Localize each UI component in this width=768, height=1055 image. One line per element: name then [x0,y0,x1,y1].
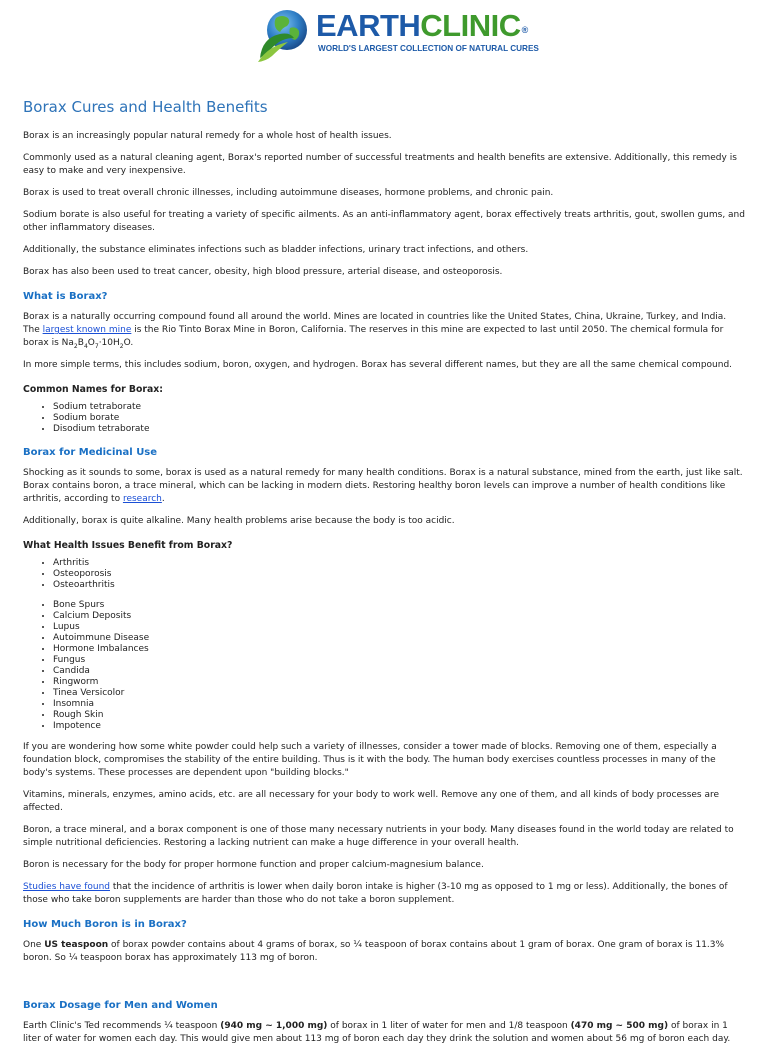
heading-common-names: Common Names for Borax: [23,384,163,395]
logo-wordmark [316,8,528,44]
largest-known-mine-link[interactable]: largest known mine [42,325,132,335]
dosage-text-c: of borax in 1 liter of water for men and 1/8 teaspoon [327,1021,571,1031]
body-paragraph-1: If you are wondering how some white powder could help such a variety of illnesses, consider a tower made of blocks. Removing one of them, especially a foundation block, compromises the stability of the entire building. Thus is it with the body. The human body exercises countless processes in many of the body's systems. These processes are dependent upon "building blocks." [23,742,717,778]
medicinal-text-end: . [161,494,165,504]
list-item: • Sodium tetraborate [53,402,745,413]
list-item: • Calcium Deposits [53,611,745,622]
registered-mark: ® [521,25,528,35]
formula-period: . [130,338,134,348]
list-item: • Fungus [53,655,745,666]
intro-paragraph-6: Borax has also been used to treat cancer, obesity, high blood pressure, arterial disease, and osteoporosis. [23,267,503,277]
page-title: Borax Cures and Health Benefits [23,98,268,116]
medicinal-paragraph-1 [23,467,745,506]
how-much-text-start: One [23,940,45,950]
logo-clinic-text: CLINIC [420,8,521,43]
dosage-paragraph [23,1020,745,1046]
formula-sub-2b: 2 [119,342,124,350]
list-item: • Ringworm [53,677,745,688]
us-teaspoon-bold: US teaspoon [44,940,109,950]
heading-how-much-boron: How Much Boron is in Borax? [23,919,187,930]
list-item: • Hormone Imbalances [53,644,745,655]
list-item: • Candida [53,666,745,677]
formula-sub-7: 7 [94,342,99,350]
intro-paragraph-1: Borax is an increasingly popular natural remedy for a whole host of health issues. [23,131,392,141]
list-item: • Osteoporosis [53,569,745,580]
studies-text: that the incidence of arthritis is lower when daily boron intake is higher (3-10 mg as opposed to 1 mg or less). Additionally, the bones of those who take boron supplements are harder than those who do not take a boron supplement. [23,882,728,905]
intro-paragraph-2: Commonly used as a natural cleaning agent, Borax's reported number of successful treatments and health benefits are extensive. Additionally, this remedy is easy to make and very inexpensive. [23,153,737,176]
how-much-paragraph [23,939,745,965]
heading-medicinal-use: Borax for Medicinal Use [23,447,158,458]
body-paragraph-4: Boron is necessary for the body for proper hormone function and proper calcium-magnesium balance. [23,860,484,870]
list-item: • Disodium tetraborate [53,424,745,435]
list-item: • Rough Skin [53,710,745,721]
what-is-text-start: Borax is a naturally occurring compound found all around the world. Mines are located in countries like the United States, China, Ukraine, Turkey, and India. The [23,312,727,335]
intro-paragraph-5: Additionally, the substance eliminates infections such as bladder infections, urinary tract infections, and others. [23,245,529,255]
list-item: • Arthritis [53,558,745,569]
article-content [23,97,745,1055]
dosage-women-mg: (470 mg ~ 500 mg) [570,1021,669,1031]
list-item: • Bone Spurs [53,600,745,611]
heading-health-issues: What Health Issues Benefit from Borax? [23,540,233,551]
studies-have-found-link[interactable]: Studies have found [23,882,110,892]
common-names-list [23,402,745,435]
globe-leaf-icon [254,6,318,64]
list-item: • Tinea Versicolor [53,688,745,699]
formula-na: Na [61,338,74,348]
formula-o2: O [123,338,131,348]
medicinal-text-start: Shocking as it sounds to some, borax is used as a natural remedy for many health conditions. Borax is a natural substance, mined from the earth, just like salt. Borax contains boron, a trace mineral, which can be lacking in modern diets. Restoring healthy boron levels can improve a number of health conditions like arthritis, according to [23,468,743,504]
medicinal-paragraph-2: Additionally, borax is quite alkaline. Many health problems arise because the body is too acidic. [23,516,455,526]
what-is-paragraph-1 [23,311,745,350]
logo-tagline: WORLD'S LARGEST COLLECTION OF NATURAL CURES [318,44,539,53]
body-paragraph-2: Vitamins, minerals, enzymes, amino acids, etc. are all necessary for your body to work well. Remove any one of them, and all kinds of body processes are affected. [23,790,720,813]
dosage-text-a: Earth Clinic's Ted recommends ¼ teaspoon [23,1021,221,1031]
borax-formula [62,338,134,348]
what-is-paragraph-2: In more simple terms, this includes sodium, boron, oxygen, and hydrogen. Borax has several different names, but they are all the same chemical compound. [23,360,733,370]
list-item: • Lupus [53,622,745,633]
what-is-text-end: is the Rio Tinto Borax Mine in Boron, California. The reserves in this mine are expected to last until 2050. The chemical formula for borax is [23,325,724,348]
formula-b: B [77,338,84,348]
dosage-men-mg: (940 mg ~ 1,000 mg) [220,1021,328,1031]
list-item: • Autoimmune Disease [53,633,745,644]
logo-earth-text: EARTH [316,8,421,43]
list-item: • Osteoarthritis [53,580,745,591]
site-header [0,0,768,76]
research-link[interactable]: research [122,494,162,504]
studies-paragraph [23,881,745,907]
list-item: • Sodium borate [53,413,745,424]
health-issues-list-2 [23,600,745,732]
intro-paragraph-3: Borax is used to treat overall chronic illnesses, including autoimmune diseases, hormone problems, and chronic pain. [23,188,554,198]
heading-dosage: Borax Dosage for Men and Women [23,1000,218,1011]
spacer [23,974,745,988]
how-much-text-end: of borax powder contains about 4 grams of borax, so ¼ teaspoon of borax contains about 1 gram of borax. One gram of borax is 11.3% boron. So ¼ teaspoon borax has approximately 113 mg of boron. [23,940,725,963]
list-item: • Impotence [53,721,745,732]
formula-sub-2: 2 [73,342,78,350]
formula-sub-4: 4 [83,342,88,350]
heading-what-is-borax: What is Borax? [23,291,108,302]
earthclinic-logo[interactable] [254,6,539,64]
formula-o: O [87,338,95,348]
health-issues-list-1 [23,558,745,591]
intro-paragraph-4: Sodium borate is also useful for treating a variety of specific ailments. As an anti-inflammatory agent, borax effectively treats arthritis, gout, swollen gums, and other inflammatory diseases. [23,210,745,233]
formula-10h: ·10H [98,338,120,348]
body-paragraph-3: Boron, a trace mineral, and a borax component is one of those many necessary nutrients in your body. Many diseases found in the world today are related to simple nutritional deficiencies. Restoring a lacking nutrient can make a huge difference in your overall health. [23,825,734,848]
dosage-text-e: of borax in 1 liter of water for women each day. This would give men about 113 mg of boron each day they drink the solution and women about 56 mg of boron each day. [23,1021,731,1044]
list-item: • Insomnia [53,699,745,710]
